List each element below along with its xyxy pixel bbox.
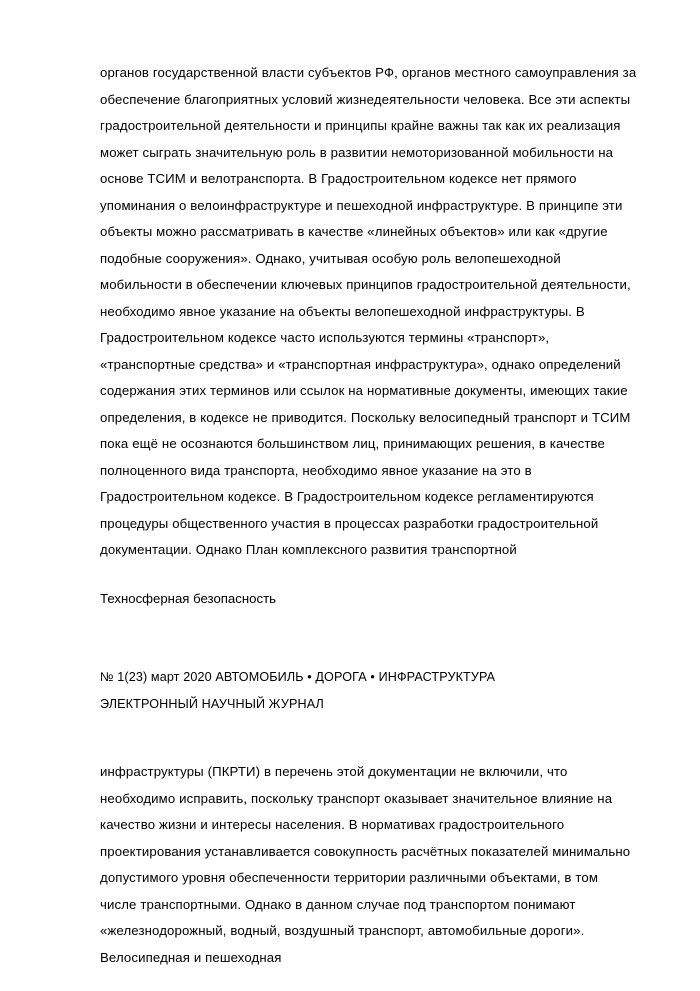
body-paragraph-bottom: инфраструктуры (ПКРТИ) в перечень этой документации не включили, что необходимо исправить, поскольку транспорт оказывает значительное влияние на качество жизни и интересы населения. В нормативах градостроительного проектирования устанавливается совокупность расчётных показателей минимально допустимого уровня обеспеченности территории различными объектами, в том числе транспортными. Однако в данном случае под транспортом понимают «железнодорожный, водный, воздушный транспорт, автомобильные дороги». Велосипедная и пешеходная bbox=[100, 764, 631, 965]
paragraph-spacer bbox=[100, 564, 638, 586]
header-spacer bbox=[100, 717, 638, 759]
body-paragraph-top: органов государственной власти субъектов РФ, органов местного самоуправления за обеспечение благоприятных условий жизнедеятельности человека. Все эти аспекты градостроительной деятельности и принципы крайне важны так как их реализация может сыграть значительную роль в развитии немоторизованной мобильности на основе ТСИМ и велотранспорта. В Градостроительном кодексе нет прямого упоминания о велоинфраструктуре и пешеходной инфраструктуре. В принципе эти объекты можно рассматривать в качестве «линейных объектов» или как «другие подобные сооружения». Однако, учитывая особую роль велопешеходной мобильности в обеспечении ключевых принципов градостроительной деятельности, необходимо явное указание на объекты велопешеходной инфраструктуры. В Градостроительном кодексе часто используются термины «транспорт», «транспортные средства» и «транспортная инфраструктура», однако определений содержания этих терминов или ссылок на нормативные документы, имеющих такие определения, в кодексе не приводится. Поскольку велосипедный транспорт и ТСИМ пока ещё не осознаются большинством лиц, принимающих решения, в качестве полноценного вида транспорта, необходимо явное указание на это в Градостроительном кодексе. В Градостроительном кодексе регламентируются процедуры общественного участия в процессах разработки градостроительной документации. Однако План комплексного развития транспортной bbox=[100, 65, 637, 557]
journal-subtitle-line: ЭЛЕКТРОННЫЙ НАУЧНЫЙ ЖУРНАЛ bbox=[100, 696, 324, 711]
section-label: Техносферная безопасность bbox=[100, 590, 276, 606]
journal-issue-line: № 1(23) март 2020 АВТОМОБИЛЬ • ДОРОГА • ИНФРАСТРУКТУРА bbox=[100, 670, 496, 684]
section-spacer bbox=[100, 612, 638, 664]
